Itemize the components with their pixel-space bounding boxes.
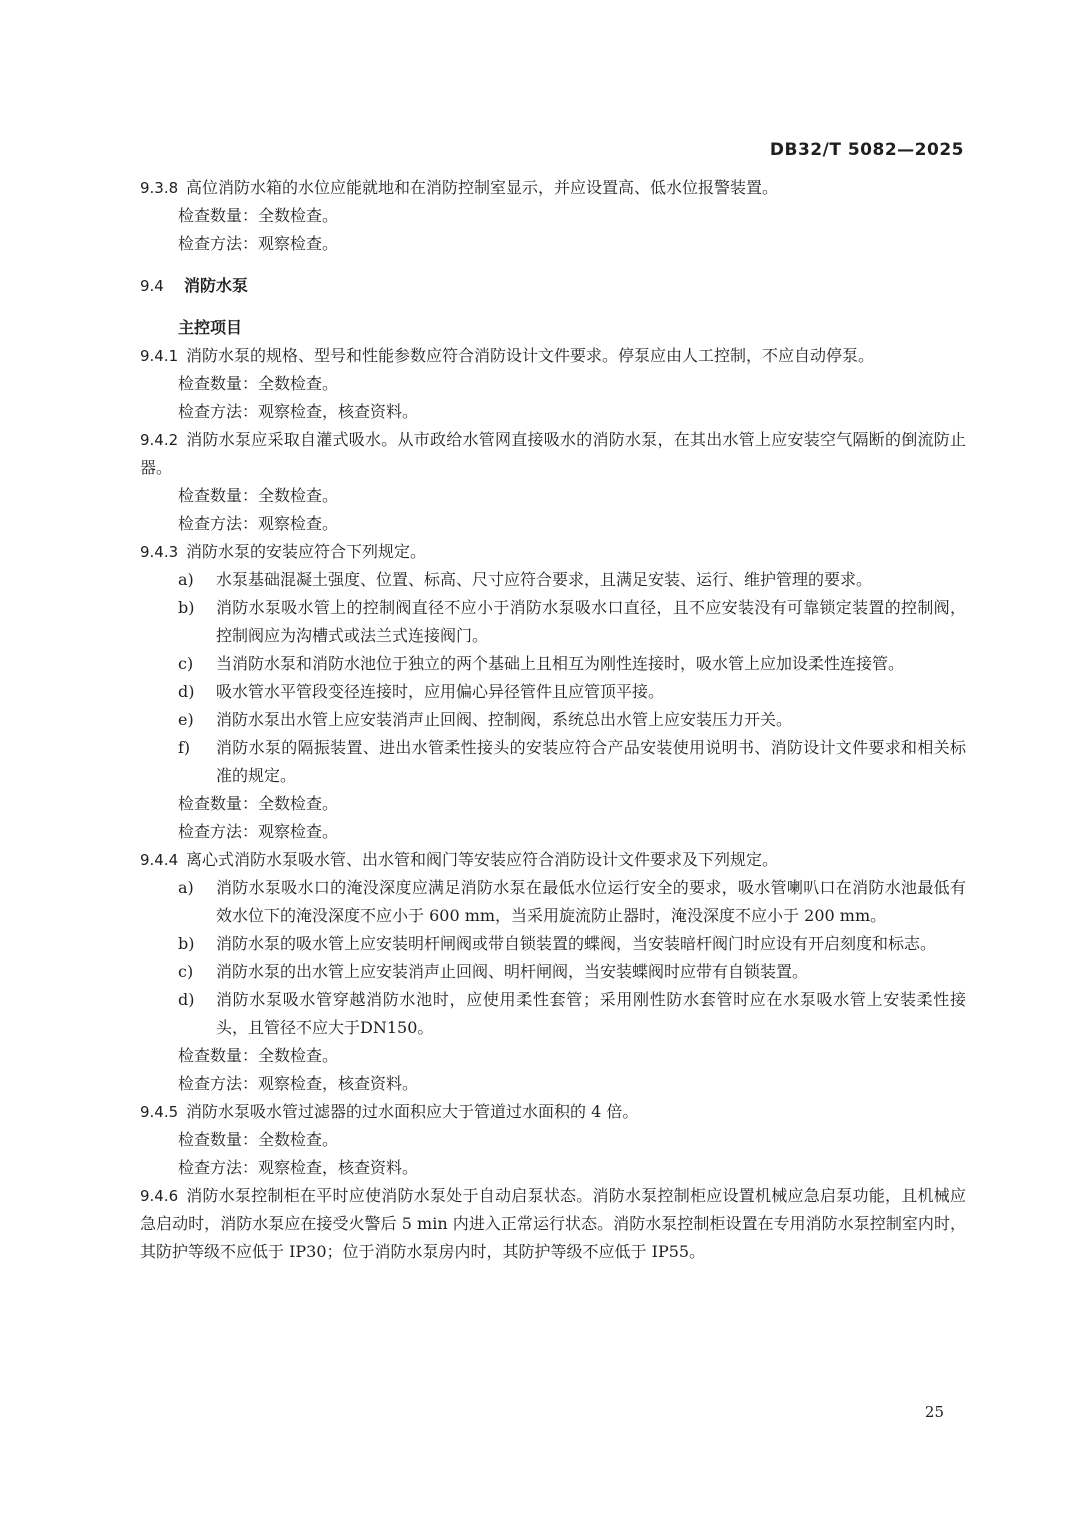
list-item-text: 消防水泵的隔振装置、进出水管柔性接头的安装应符合产品安装使用说明书、消防设计文件要求和相关标准的规定。 — [216, 738, 966, 785]
inspection-quantity: 检查数量：全数检查。 — [178, 1130, 339, 1149]
section-title: 消防水泵 — [184, 276, 249, 295]
section-heading-9-4 — [140, 272, 966, 300]
list-item — [140, 678, 966, 706]
list-item — [140, 566, 966, 594]
clause-number: 9.3.8 — [140, 179, 179, 197]
clause-text: 消防水泵的规格、型号和性能参数应符合消防设计文件要求。停泵应由人工控制，不应自动停泵。 — [186, 346, 875, 365]
standard-code: DB32/T 5082—2025 — [769, 140, 964, 160]
clause-number: 9.4.6 — [140, 1187, 179, 1205]
page-number: 25 — [924, 1403, 944, 1421]
inspection-quantity: 检查数量：全数检查。 — [178, 206, 339, 225]
clause-text: 高位消防水箱的水位应能就地和在消防控制室显示，并应设置高、低水位报警装置。 — [186, 178, 779, 197]
inspection-method: 检查方法：观察检查。 — [178, 822, 339, 841]
list-item-label: a) — [178, 878, 194, 897]
list-item — [140, 734, 966, 790]
list-item-text: 消防水泵吸水管上的控制阀直径不应小于消防水泵吸水口直径，且不应安装没有可靠锁定装置的控制阀，控制阀应为沟槽式或法兰式连接阀门。 — [216, 598, 966, 645]
list-item-text: 消防水泵出水管上应安装消声止回阀、控制阀，系统总出水管上应安装压力开关。 — [216, 710, 793, 729]
inspection-quantity: 检查数量：全数检查。 — [178, 794, 339, 813]
inspection-method: 检查方法：观察检查。 — [178, 514, 339, 533]
list-item-text: 消防水泵的吸水管上应安装明杆闸阀或带自锁装置的蝶阀，当安装暗杆阀门时应设有开启刻度和标志。 — [216, 934, 937, 953]
list-item-text: 当消防水泵和消防水池位于独立的两个基础上且相互为刚性连接时，吸水管上应加设柔性连接管。 — [216, 654, 905, 673]
clause-text: 消防水泵的安装应符合下列规定。 — [186, 542, 427, 561]
clause-number: 9.4.5 — [140, 1103, 179, 1121]
list-item-label: e) — [178, 710, 194, 729]
list-item — [140, 930, 966, 958]
list-item-text: 消防水泵吸水管穿越消防水池时，应使用柔性套管；采用刚性防水套管时应在水泵吸水管上安装柔性接头，且管径不应大于DN150。 — [216, 990, 966, 1037]
inspection-method: 检查方法：观察检查，核查资料。 — [178, 1074, 419, 1093]
clause-text: 消防水泵吸水管过滤器的过水面积应大于管道过水面积的 4 倍。 — [186, 1102, 639, 1121]
clause-text: 消防水泵应采取自灌式吸水。从市政给水管网直接吸水的消防水泵，在其出水管上应安装空气隔断的倒流防止器。 — [140, 430, 966, 477]
list-item-label: b) — [178, 598, 195, 617]
inspection-quantity: 检查数量：全数检查。 — [178, 1046, 339, 1065]
list-item-label: a) — [178, 570, 194, 589]
document-body — [140, 174, 966, 1266]
list-item — [140, 986, 966, 1042]
list-item — [140, 594, 966, 650]
clause-9-4-2 — [140, 426, 966, 482]
list-item — [140, 874, 966, 930]
inspection-method: 检查方法：观察检查。 — [178, 234, 339, 253]
list-item — [140, 650, 966, 678]
list-item-text: 消防水泵吸水口的淹没深度应满足消防水泵在最低水位运行安全的要求，吸水管喇叭口在消防水池最低有效水位下的淹没深度不应小于 600 mm，当采用旋流防止器时，淹没深度不应小于 200 mm。 — [216, 878, 966, 925]
clause-number: 9.4.2 — [140, 431, 179, 449]
clause-9-4-3 — [140, 538, 966, 566]
clause-number: 9.4.3 — [140, 543, 179, 561]
clause-text: 离心式消防水泵吸水管、出水管和阀门等安装应符合消防设计文件要求及下列规定。 — [186, 850, 779, 869]
list-item-text: 消防水泵的出水管上应安装消声止回阀、明杆闸阀，当安装蝶阀时应带有自锁装置。 — [216, 962, 809, 981]
clause-text: 消防水泵控制柜在平时应使消防水泵处于自动启泵状态。消防水泵控制柜应设置机械应急启泵功能，且机械应急启动时，消防水泵应在接受火警后 5 min 内进入正常运行状态。消防水泵控制柜设置在专用消防水泵控制室内时，其防护等级不应低于 IP30；位于消防水泵房内时，其防护等级不应低于 IP55。 — [140, 1186, 966, 1261]
list-item-label: f) — [178, 738, 191, 757]
sub-heading-main-control: 主控项目 — [178, 318, 243, 337]
list-item-label: c) — [178, 962, 194, 981]
clause-number: 9.4.1 — [140, 347, 179, 365]
clause-9-3-8 — [140, 174, 966, 202]
list-item-label: c) — [178, 654, 194, 673]
inspection-method: 检查方法：观察检查，核查资料。 — [178, 402, 419, 421]
clause-9-4-6 — [140, 1182, 966, 1266]
list-item-text: 水泵基础混凝土强度、位置、标高、尺寸应符合要求，且满足安装、运行、维护管理的要求。 — [216, 570, 873, 589]
clause-9-4-5 — [140, 1098, 966, 1126]
clause-number: 9.4.4 — [140, 851, 179, 869]
clause-9-4-4 — [140, 846, 966, 874]
inspection-quantity: 检查数量：全数检查。 — [178, 374, 339, 393]
list-item-text: 吸水管水平管段变径连接时，应用偏心异径管件且应管顶平接。 — [216, 682, 665, 701]
list-item-label: d) — [178, 990, 195, 1009]
list-item — [140, 958, 966, 986]
inspection-method: 检查方法：观察检查，核查资料。 — [178, 1158, 419, 1177]
list-item — [140, 706, 966, 734]
clause-9-4-1 — [140, 342, 966, 370]
list-item-label: b) — [178, 934, 195, 953]
list-item-label: d) — [178, 682, 195, 701]
inspection-quantity: 检查数量：全数检查。 — [178, 486, 339, 505]
section-number: 9.4 — [140, 277, 164, 295]
